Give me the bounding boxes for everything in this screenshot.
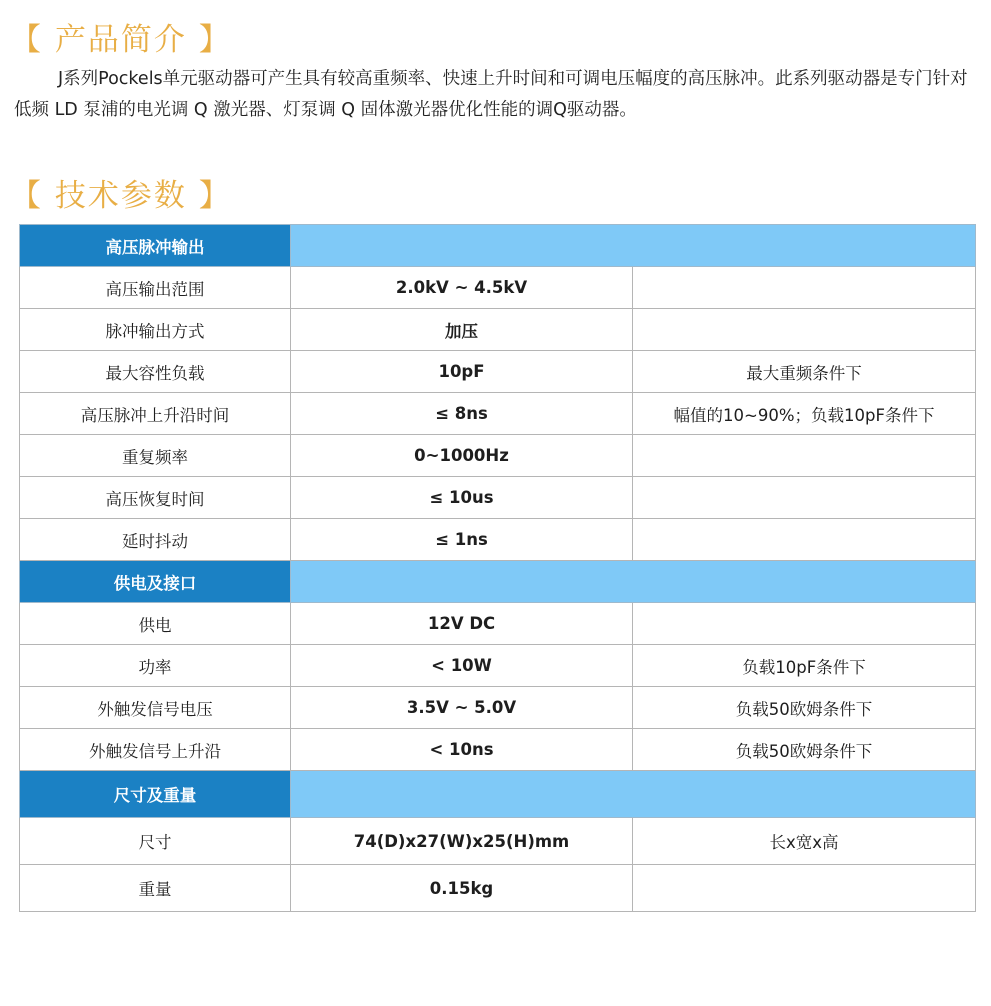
param-name: 脉冲输出方式 [20, 309, 291, 351]
table-row [20, 309, 976, 351]
table-row [20, 435, 976, 477]
table-row [20, 351, 976, 393]
param-value: ≤ 1ns [291, 519, 633, 561]
param-value: ≤ 10us [291, 477, 633, 519]
section-fill [291, 561, 976, 603]
param-name: 功率 [20, 645, 291, 687]
table-row [20, 818, 976, 865]
param-note [633, 435, 976, 477]
section-header-power-interface [20, 561, 976, 603]
param-value: < 10ns [291, 729, 633, 771]
param-note: 最大重频条件下 [633, 351, 976, 393]
param-note [633, 865, 976, 912]
spec-table [19, 224, 976, 912]
tech-params-heading: 【 技术参数 】 [10, 178, 232, 214]
param-name: 延时抖动 [20, 519, 291, 561]
param-note [633, 309, 976, 351]
param-note: 长x宽x高 [633, 818, 976, 865]
param-note [633, 519, 976, 561]
param-name: 供电 [20, 603, 291, 645]
section-fill [291, 771, 976, 818]
param-value: 12V DC [291, 603, 633, 645]
table-row [20, 603, 976, 645]
param-name: 外触发信号电压 [20, 687, 291, 729]
product-intro-paragraph: J系列Pockels单元驱动器可产生具有较高重频率、快速上升时间和可调电压幅度的高压脉冲。此系列驱动器是专门针对低频 LD 泵浦的电光调 Q 激光器、灯泵调 Q 固体激光器优化性能的调Q驱动器。 [14, 69, 968, 120]
param-value: < 10W [291, 645, 633, 687]
param-value: 加压 [291, 309, 633, 351]
param-name: 重复频率 [20, 435, 291, 477]
section-title: 供电及接口 [20, 561, 291, 603]
param-value: 0~1000Hz [291, 435, 633, 477]
table-row [20, 477, 976, 519]
table-row [20, 393, 976, 435]
section-title: 高压脉冲输出 [20, 225, 291, 267]
param-value: 10pF [291, 351, 633, 393]
param-value: ≤ 8ns [291, 393, 633, 435]
param-name: 重量 [20, 865, 291, 912]
table-row [20, 519, 976, 561]
param-note [633, 477, 976, 519]
product-intro-text [14, 64, 980, 126]
table-row [20, 865, 976, 912]
section-fill [291, 225, 976, 267]
param-note: 负载10pF条件下 [633, 645, 976, 687]
table-row [20, 267, 976, 309]
param-note [633, 267, 976, 309]
section-title: 尺寸及重量 [20, 771, 291, 818]
param-name: 高压脉冲上升沿时间 [20, 393, 291, 435]
param-note: 负载50欧姆条件下 [633, 729, 976, 771]
product-intro-heading: 【 产品简介 】 [10, 22, 232, 58]
param-name: 外触发信号上升沿 [20, 729, 291, 771]
param-name: 最大容性负载 [20, 351, 291, 393]
param-value: 3.5V ~ 5.0V [291, 687, 633, 729]
param-name: 高压输出范围 [20, 267, 291, 309]
table-row [20, 729, 976, 771]
section-header-pulse-output [20, 225, 976, 267]
param-note: 幅值的10~90%；负载10pF条件下 [633, 393, 976, 435]
param-value: 0.15kg [291, 865, 633, 912]
table-row [20, 687, 976, 729]
param-name: 高压恢复时间 [20, 477, 291, 519]
section-header-size-weight [20, 771, 976, 818]
param-note [633, 603, 976, 645]
param-value: 74(D)x27(W)x25(H)mm [291, 818, 633, 865]
table-row [20, 645, 976, 687]
param-note: 负载50欧姆条件下 [633, 687, 976, 729]
param-name: 尺寸 [20, 818, 291, 865]
param-value: 2.0kV ~ 4.5kV [291, 267, 633, 309]
